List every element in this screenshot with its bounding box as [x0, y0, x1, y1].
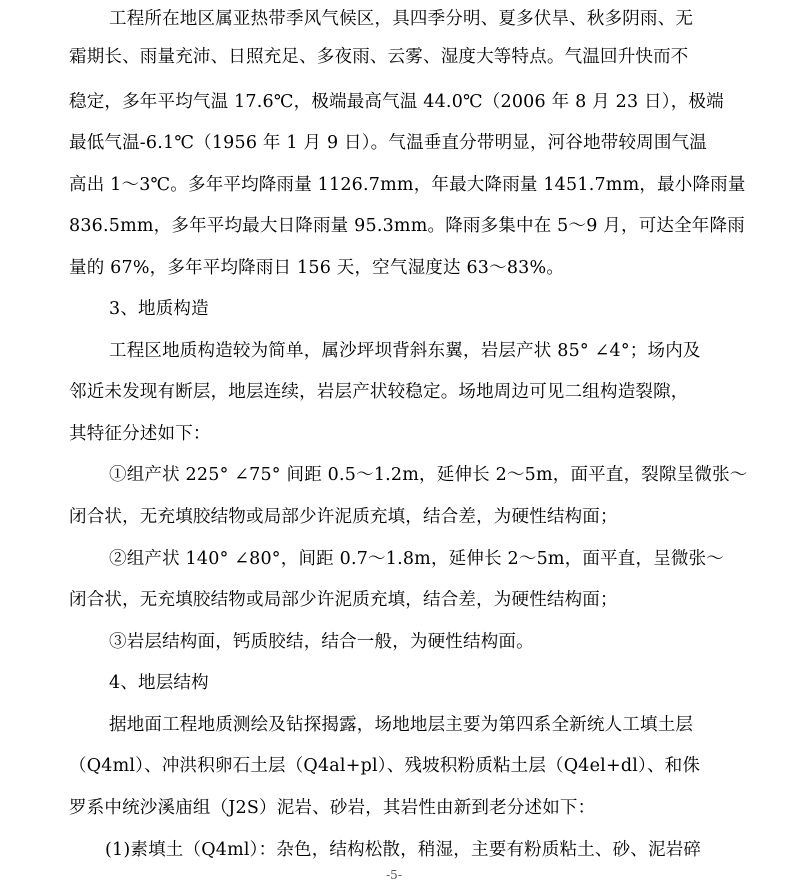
- fracture-item-3: ③岩层结构面，钙质胶结，结合一般，为硬性结构面。: [109, 632, 534, 652]
- paragraph-structure-line-3: 其特征分述如下：: [69, 424, 211, 444]
- paragraph-strata-line-1: 据地面工程地质测绘及钻探揭露，场地地层主要为第四系全新统人工填土层: [109, 715, 694, 735]
- paragraph-climate-line-5: 高出 1～3℃。多年平均降雨量 1126.7mm，年最大降雨量 1451.7mm，最小降雨量: [69, 175, 746, 195]
- paragraph-climate-line-6: 836.5mm，多年平均最大日降雨量 95.3mm。降雨多集中在 5～9 月，可达全年降雨: [69, 216, 745, 236]
- fracture-item-1-line-2: 闭合状，无充填胶结物或局部少许泥质充填，结合差，为硬性结构面；: [69, 507, 618, 527]
- paragraph-strata-line-3: 罗系中统沙溪庙组（J2S）泥岩、砂岩，其岩性由新到老分述如下：: [69, 798, 596, 818]
- paragraph-climate-line-4: 最低气温-6.1℃（1956 年 1 月 9 日）。气温垂直分带明显，河谷地带较周围气温: [69, 133, 707, 153]
- paragraph-structure-line-1: 工程区地质构造较为简单，属沙坪坝背斜东翼，岩层产状 85° ∠4°；场内及: [109, 341, 701, 361]
- paragraph-climate-line-7: 量的 67%，多年平均降雨日 156 天，空气湿度达 63～83%。: [69, 258, 565, 278]
- paragraph-structure-line-2: 邻近未发现有断层，地层连续，岩层产状较稳定。场地周边可见二组构造裂隙，: [69, 382, 689, 402]
- fill-soil-description: (1)素填土（Q4ml）：杂色，结构松散，稍湿，主要有粉质粘土、砂、泥岩碎: [105, 840, 702, 860]
- page-number: -5-: [386, 868, 402, 882]
- section-heading-geology: 3、地质构造: [109, 299, 209, 319]
- paragraph-climate-line-3: 稳定，多年平均气温 17.6℃，极端最高气温 44.0℃（2006 年 8 月 23 日），极端: [69, 92, 724, 112]
- fracture-item-1-line-1: ①组产状 225° ∠75° 间距 0.5～1.2m，延伸长 2～5m，面平直，裂隙呈微张～: [109, 465, 748, 485]
- paragraph-strata-line-2: （Q4ml）、冲洪积卵石土层（Q4al+pl）、残坡积粉质粘土层（Q4el+dl）、和侏: [69, 756, 701, 776]
- section-heading-strata: 4、地层结构: [109, 673, 209, 693]
- fracture-item-2-line-2: 闭合状，无充填胶结物或局部少许泥质充填，结合差，为硬性结构面；: [69, 590, 618, 610]
- paragraph-climate-line-2: 霜期长、雨量充沛、日照充足、多夜雨、云雾、湿度大等特点。气温回升快而不: [69, 47, 689, 67]
- fracture-item-2-line-1: ②组产状 140° ∠80°，间距 0.7～1.8m，延伸长 2～5m，面平直，呈微张～: [109, 549, 725, 569]
- paragraph-climate-line-1: 工程所在地区属亚热带季风气候区，具四季分明、夏多伏旱、秋多阴雨、无: [109, 9, 694, 29]
